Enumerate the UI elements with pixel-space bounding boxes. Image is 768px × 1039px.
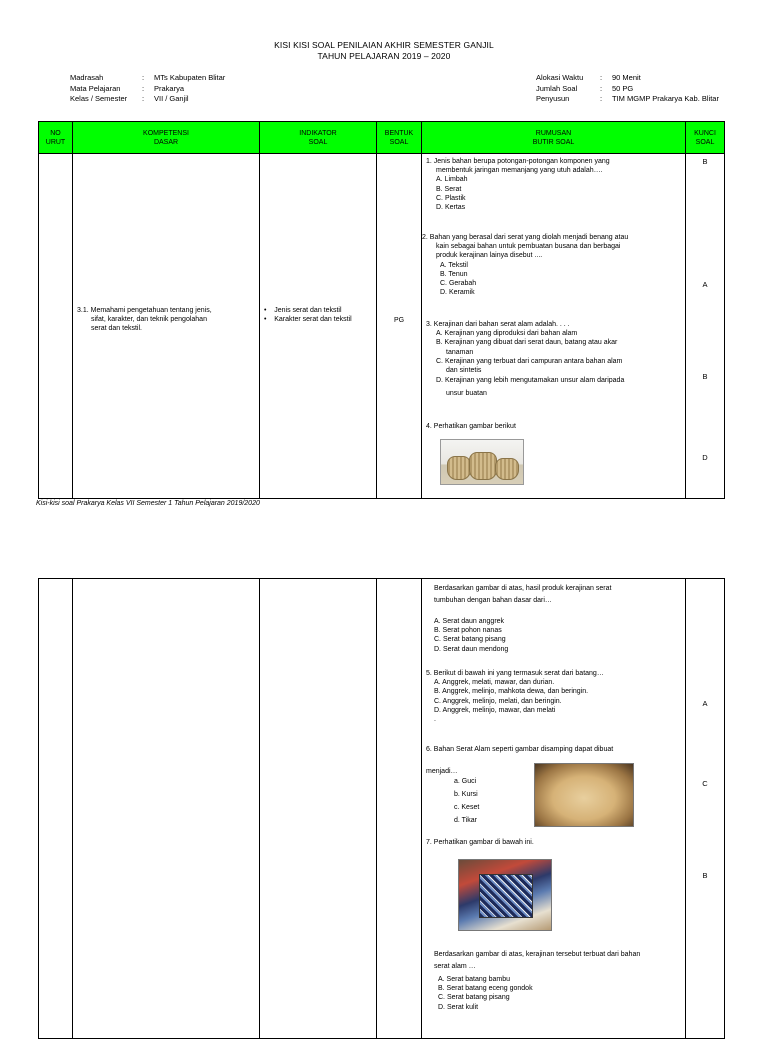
basket-image [440,439,524,485]
kd-text: 3.1. Memahami pengetahuan tentang jenis, [77,307,212,314]
answer-option: d. Tikar [454,817,477,824]
kd-text: serat dan tekstil. [91,325,142,332]
cell-kompetensi-dasar [73,154,260,499]
kd-text: sifat, karakter, dan teknik pengolahan [91,316,207,323]
meta-label: Madrasah [70,73,104,82]
answer-option: B. Tenun [440,270,468,278]
question-2: 2. Bahan yang berasal dari serat yang diolah menjadi benang atau kain sebagai bahan untuk pembuatan busana dan berbagai produk kerajinan lainya disebut .... A. Tekstil B. Tenun C. Gerabah D. Keramik [422,233,680,297]
kisi-kisi-table-page-2 [38,578,725,1039]
meta-value: 50 PG [612,83,634,93]
cell-indikator-soal [260,579,377,1039]
header-kompetensi-dasar: KOMPETENSI DASAR [73,122,260,154]
document-subtitle: TAHUN PELAJARAN 2019 – 2020 [317,51,451,61]
answer-option: D. Keramik [440,289,475,297]
meta-label: Mata Pelajaran [70,83,121,93]
answer-option: D. Kerajinan yang lebih mengutamakan unsur alam daripada [436,377,625,385]
page-gap [0,530,768,578]
answer-option: C. Gerabah [440,280,477,288]
answer-option: D. Serat daun mendong [434,645,509,653]
answer-option: C. Kerajinan yang terbuat dari campuran antara bahan alam [436,357,623,365]
question-6-options [454,775,479,827]
cell-no-urut [39,154,73,499]
meta-right: Alokasi Waktu : 90 Menit Jumlah Soal : 50 PG Penyusun : TIM MGMP Prakarya Kab. Blitar [536,73,719,103]
answer-option: D. Kertas [436,204,466,212]
answer-key: D [702,453,708,462]
question-4-continued: Berdasarkan gambar di atas, hasil produk kerajinan serat tumbuhan dengan bahan dasar dari… [434,585,612,604]
answer-option: D. Serat kulit [438,1003,479,1011]
header-kunci-soal: KUNCI SOAL [686,122,725,154]
cell-indikator-soal [260,154,377,499]
header-bentuk-soal: BENTUK SOAL [377,122,422,154]
meta-value: 90 Menit [612,73,641,82]
answer-option: a. Guci [454,778,477,785]
answer-option: A. Serat daun anggrek [434,618,505,625]
meta-label: Alokasi Waktu [536,73,584,82]
question-7-continued: Berdasarkan gambar di atas, kerajinan tersebut terbuat dari bahan serat alam … [434,951,641,970]
woven-bag-image [458,859,552,931]
answer-key: B [702,372,708,381]
answer-option: A. Kerajinan yang diproduksi dari bahan alam [436,330,578,338]
cell-kompetensi-dasar [73,579,260,1039]
answer-option: A. Tekstil [440,261,468,269]
answer-option: C. Plastik [436,194,466,202]
meta-value: TIM MGMP Prakarya Kab. Blitar [612,94,719,103]
header-rumusan-butir-soal: RUMUSAN BUTIR SOAL [422,122,686,154]
meta-value: Prakarya [154,83,185,93]
question-7-options [438,975,533,1012]
meta-label: Kelas / Semester [70,94,128,103]
answer-option: c. Keset [454,804,480,811]
meta-label: Penyusun [536,94,570,103]
header-no-urut: NO URUT [39,122,73,154]
answer-option: B. Serat pohon nanas [434,627,502,635]
footnote: Kisi-kisi soal Prakarya Kelas VII Semester 1 Tahun Pelajaran 2019/2020 [36,500,260,507]
meta-label: Jumlah Soal [536,83,578,93]
answer-option: C. Serat batang pisang [438,994,510,1002]
cell-bentuk-soal [377,579,422,1039]
question-6: 6. Bahan Serat Alam seperti gambar disamping dapat dibuat menjadi… [426,746,614,775]
cell-no-urut [39,579,73,1039]
answer-option: C. Anggrek, melinjo, melati, dan beringin. [434,697,562,705]
cell-kunci-soal [686,154,725,499]
answer-option: A. Anggrek, melati, mawar, dan durian. [434,679,555,687]
document-page-2 [0,578,768,1024]
answer-key: C [702,779,708,788]
document-title: KISI KISI SOAL PENILAIAN AKHIR SEMESTER GANJIL [274,40,494,50]
answer-option: D. Anggrek, melinjo, mawar, dan melati [434,706,556,714]
answer-key: B [702,871,708,880]
cell-bentuk-soal [377,154,422,499]
meta-value: VII / Ganjil [154,94,189,103]
answer-option: B. Serat [436,185,462,193]
answer-option: b. Kursi [454,791,478,798]
answer-option: A. Serat batang bambu [438,976,510,983]
question-3: 3. Kerajinan dari bahan serat alam adalah. . . . A. Kerajinan yang diproduksi dari bahan alam B. Kerajinan yang dibuat dari serat daun, batang atau akar tanaman C. Kerajinan yang terbuat dari campuran antara bahan alam dan sintetis D. Kerajinan yang lebih mengutamakan unsur alam daripada unsur buatan [426,320,680,401]
meta-value: MTs Kabupaten Blitar [154,73,226,82]
question-4: 4. Perhatikan gambar berikut [426,423,516,430]
bentuk-value: PG [393,317,405,324]
answer-option: C. Serat batang pisang [434,636,506,644]
indicator-item: • Karakter serat dan tekstil [264,316,352,323]
answer-option: A. Limbah [436,176,468,184]
cell-rumusan-butir-soal [422,154,686,499]
question-4-options [434,617,508,654]
answer-key: A [702,699,708,708]
header-indikator-soal: INDIKATOR SOAL [260,122,377,154]
cell-rumusan-butir-soal [422,579,686,1039]
answer-key: B [702,157,708,166]
meta-left: Madrasah : MTs Kabupaten Blitar Mata Pelajaran : Prakarya Kelas / Semester : VII / Ganjil [70,73,226,103]
answer-option: B. Anggrek, melinjo, mahkota dewa, dan beringin. [434,688,589,696]
answer-option: B. Serat batang eceng gondok [438,985,533,993]
answer-key: A [702,280,708,289]
woven-fiber-image [534,763,634,827]
indicator-item: • Jenis serat dan tekstil [264,307,342,314]
answer-option: B. Kerajinan yang dibuat dari serat daun, batang atau akar [436,339,618,347]
question-7: 7. Perhatikan gambar di bawah ini. [426,839,534,846]
question-1: 1. Jenis bahan berupa potongan-potongan komponen yang membentuk jaringan memanjang yang utuh adalah…. A. Limbah B. Serat C. Plastik D. Kertas [426,157,680,212]
cell-kunci-soal [686,579,725,1039]
question-5: 5. Berikut di bawah ini yang termasuk serat dari batang… A. Anggrek, melati, mawar, dan durian. B. Anggrek, melinjo, mahkota dewa, dan beringin. C. Anggrek, melinjo, melati, dan beringin. D. Anggrek, melinjo, mawar, dan melati . [426,669,680,724]
kisi-kisi-table-page-1 [38,121,725,499]
